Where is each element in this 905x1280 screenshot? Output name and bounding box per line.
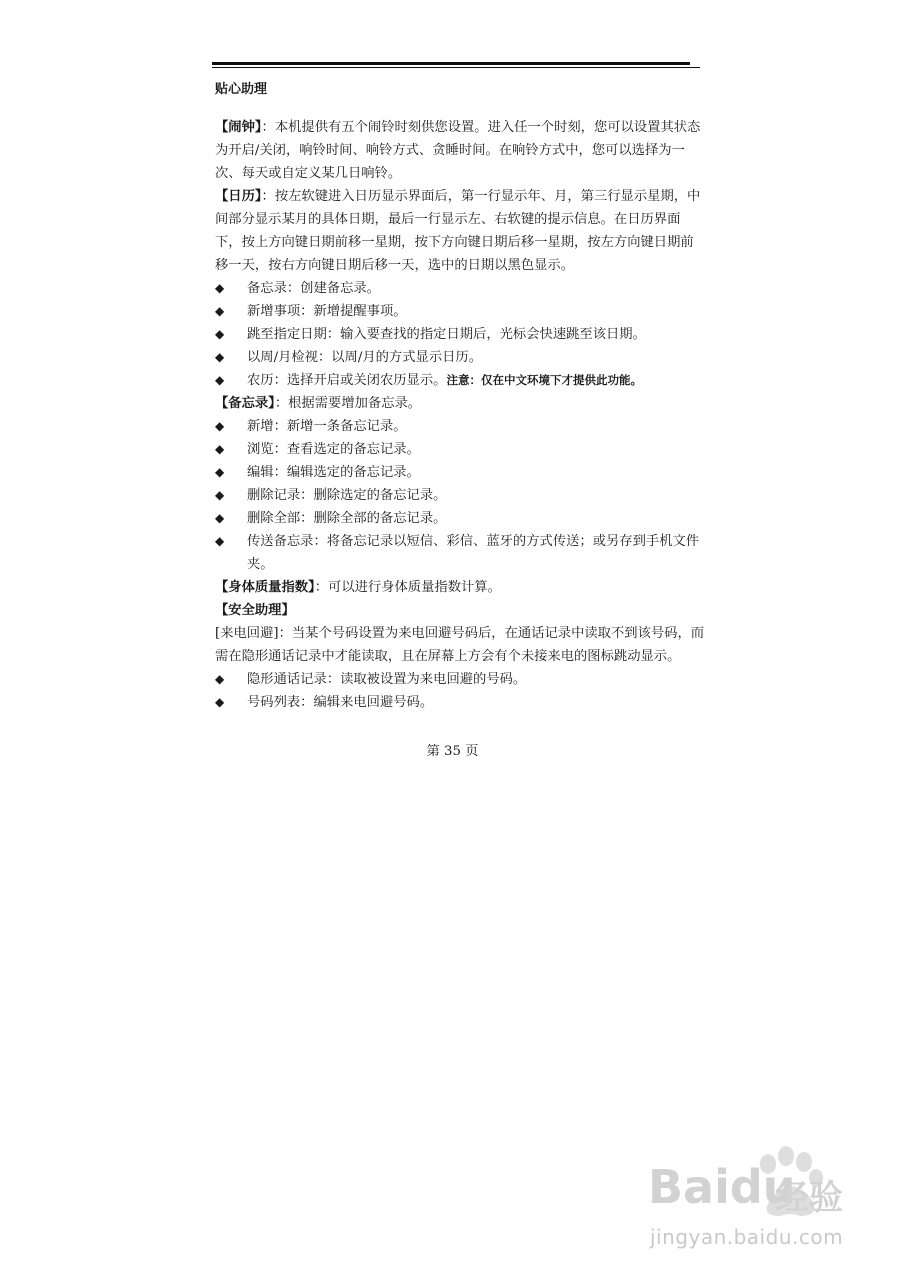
diamond-bullet-icon: ◆ — [215, 419, 225, 433]
header-rule-thick — [212, 62, 690, 65]
page-number: 第 35 页 — [426, 744, 479, 759]
list-item: ◆ 号码列表：编辑来电回避号码。 — [215, 691, 705, 714]
calendar-heading: 【日历】 — [215, 189, 262, 204]
list-item: ◆ 以周/月检视：以周/月的方式显示日历。 — [215, 346, 705, 369]
header-rule-thin — [212, 67, 700, 68]
diamond-bullet-icon: ◆ — [215, 672, 225, 686]
page-body — [215, 116, 705, 714]
diamond-bullet-icon: ◆ — [215, 465, 225, 479]
list-item: ◆ 农历：选择开启或关闭农历显示。注意：仅在中文环境下才提供此功能。 — [215, 369, 705, 392]
alarm-heading: 【闹钟】 — [215, 120, 262, 135]
diamond-bullet-icon: ◆ — [215, 695, 225, 709]
list-item: ◆ 编辑：编辑选定的备忘记录。 — [215, 461, 705, 484]
diamond-bullet-icon: ◆ — [215, 350, 225, 364]
bmi-paragraph — [215, 576, 705, 599]
note-text: 注意：仅在中文环境下才提供此功能。 — [446, 373, 642, 387]
list-item: ◆ 删除全部：删除全部的备忘记录。 — [215, 507, 705, 530]
list-item: ◆ 传送备忘录：将备忘记录以短信、彩信、蓝牙的方式传送；或另存到手机文件夹。 — [215, 530, 705, 576]
list-item: ◆ 备忘录：创建备忘录。 — [215, 277, 705, 300]
diamond-bullet-icon: ◆ — [215, 281, 225, 295]
diamond-bullet-icon: ◆ — [215, 511, 225, 525]
diamond-bullet-icon: ◆ — [215, 534, 225, 548]
memo-heading: 【备忘录】 — [215, 396, 275, 411]
calendar-text: ：按左软键进入日历显示界面后，第一行显示年、月，第三行显示星期，中间部分显示某月的具体日期，最后一行显示左、右软键的提示信息。在日历界面下，按上方向键日期前移一星期，按下方向键日期后移一星期，按左方向键日期前移一天，按右方向键日期后移一天，选中的日期以黑色显示。 — [215, 189, 701, 273]
memo-text: ：根据需要增加备忘录。 — [274, 396, 422, 411]
list-item: ◆ 跳至指定日期：输入要查找的指定日期后，光标会快速跳至该日期。 — [215, 323, 705, 346]
list-item: ◆ 新增事项：新增提醒事项。 — [215, 300, 705, 323]
diamond-bullet-icon: ◆ — [215, 327, 225, 341]
safety-heading-line — [215, 599, 705, 622]
running-header: 贴心助理 — [215, 82, 268, 97]
safety-paragraph: [来电回避]：当某个号码设置为来电回避号码后，在通话记录中读取不到该号码，而需在隐形通话记录中才能读取，且在屏幕上方会有个未接来电的图标跳动显示。 — [215, 626, 705, 664]
safety-heading: 【安全助理】 — [215, 603, 295, 618]
list-item: ◆ 浏览：查看选定的备忘记录。 — [215, 438, 705, 461]
list-item: ◆ 删除记录：删除选定的备忘记录。 — [215, 484, 705, 507]
list-item: ◆ 隐形通话记录：读取被设置为来电回避的号码。 — [215, 668, 705, 691]
bmi-text: ：可以进行身体质量指数计算。 — [314, 580, 501, 595]
watermark-url: jingyan.baidu.com — [650, 1225, 844, 1249]
bmi-heading: 【身体质量指数】 — [215, 580, 315, 595]
diamond-bullet-icon: ◆ — [215, 488, 225, 502]
list-item: ◆ 新增：新增一条备忘记录。 — [215, 415, 705, 438]
diamond-bullet-icon: ◆ — [215, 304, 225, 318]
diamond-bullet-icon: ◆ — [215, 442, 225, 456]
watermark-cn: 经验 — [775, 1178, 843, 1218]
alarm-text: ：本机提供有五个闹铃时刻供您设置。进入任一个时刻，您可以设置其状态为开启/关闭，响铃时间、响铃方式、贪睡时间。在响铃方式中，您可以选择为一次、每天或自定义某几日响铃。 — [215, 120, 701, 181]
alarm-paragraph — [215, 116, 705, 185]
memo-paragraph — [215, 392, 705, 415]
calendar-paragraph — [215, 185, 705, 277]
diamond-bullet-icon: ◆ — [215, 373, 225, 387]
watermark-brand: Baidu — [648, 1160, 796, 1214]
